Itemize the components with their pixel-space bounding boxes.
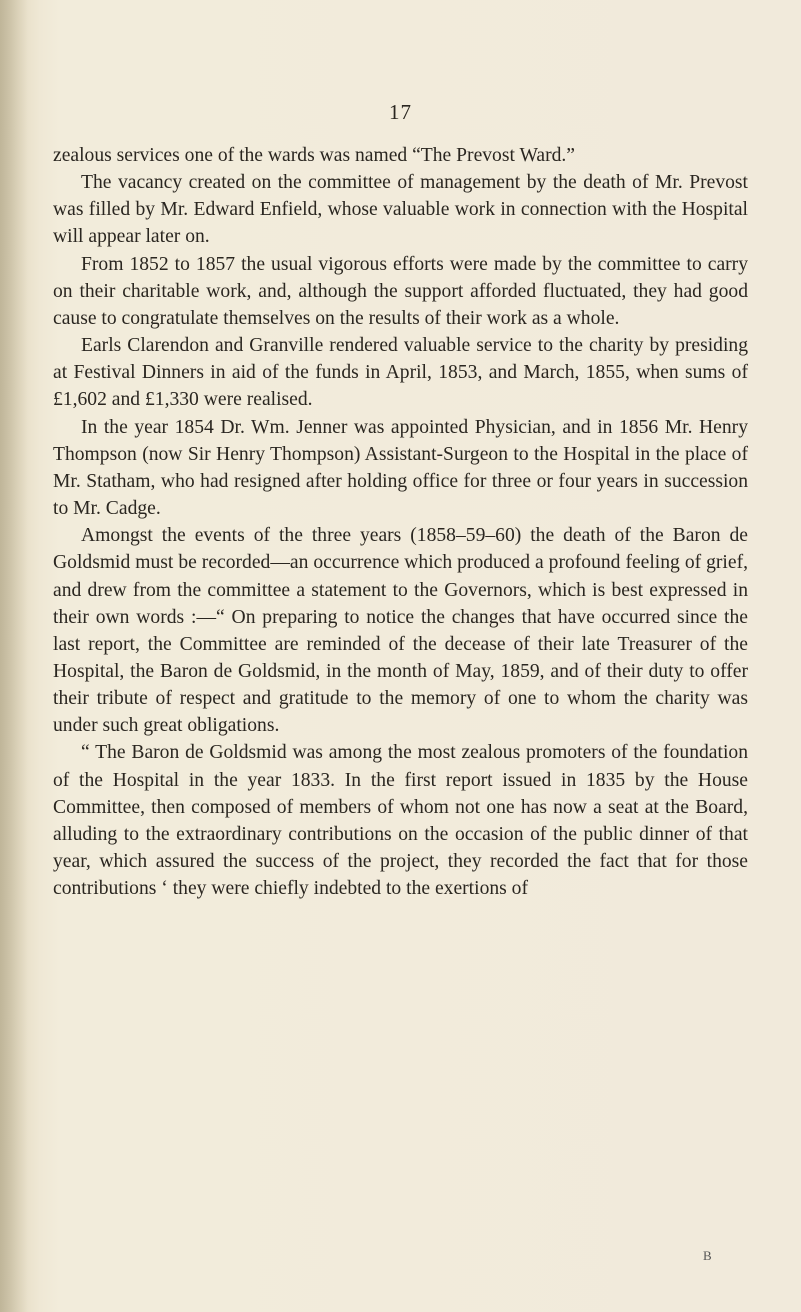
page-number: 17	[389, 100, 412, 124]
paragraph: From 1852 to 1857 the usual vigorous efforts were made by the committee to carry on their charitable work, and, although the support afforded fluctuated, they had good cause to congratulate themselves on the results of their work as a whole.	[53, 253, 748, 329]
paragraph-continuation: zealous services one of the wards was named “The Prevost Ward.”	[53, 145, 576, 166]
signature-mark: B	[703, 1248, 712, 1263]
paragraph: The vacancy created on the committee of management by the death of Mr. Prevost was filled by Mr. Edward Enfield, whose valuable work in connection with the Hospital will appear later on.	[53, 172, 748, 248]
body-text	[53, 142, 748, 902]
paragraph: “ The Baron de Goldsmid was among the most zealous promoters of the foundation of the Hospital in the year 1833. In the first report issued in 1835 by the House Committee, then composed of members of whom not one has now a seat at the Board, alluding to the extraordinary contributions on the occasion of the public dinner of that year, which assured the success of the project, they recorded the fact that for those contributions ‘ they were chiefly indebted to the exertions of	[53, 742, 748, 900]
paragraph: Amongst the events of the three years (1858–59–60) the death of the Baron de Goldsmid must be recorded—an occurrence which produced a profound feeling of grief, and drew from the committee a statement to the Governors, which is best expressed in their own words :—“ On preparing to notice the changes that have occurred since the last report, the Committee are reminded of the decease of their late Treasurer of the Hospital, the Baron de Goldsmid, in the month of May, 1859, and of their duty to offer their tribute of respect and gratitude to the memory of one to whom the charity was under such great obligations.	[53, 525, 748, 737]
paragraph: In the year 1854 Dr. Wm. Jenner was appointed Physician, and in 1856 Mr. Henry Thompson (now Sir Henry Thompson) Assistant-Surgeon to the Hospital in the place of Mr. Statham, who had resigned after holding office for three or four years in succession to Mr. Cadge.	[53, 416, 748, 520]
paragraph: Earls Clarendon and Granville rendered valuable service to the charity by presiding at Festival Dinners in aid of the funds in April, 1853, and March, 1855, when sums of £1,602 and £1,330 were realised.	[53, 335, 748, 411]
page-gutter-shadow	[0, 0, 28, 1312]
